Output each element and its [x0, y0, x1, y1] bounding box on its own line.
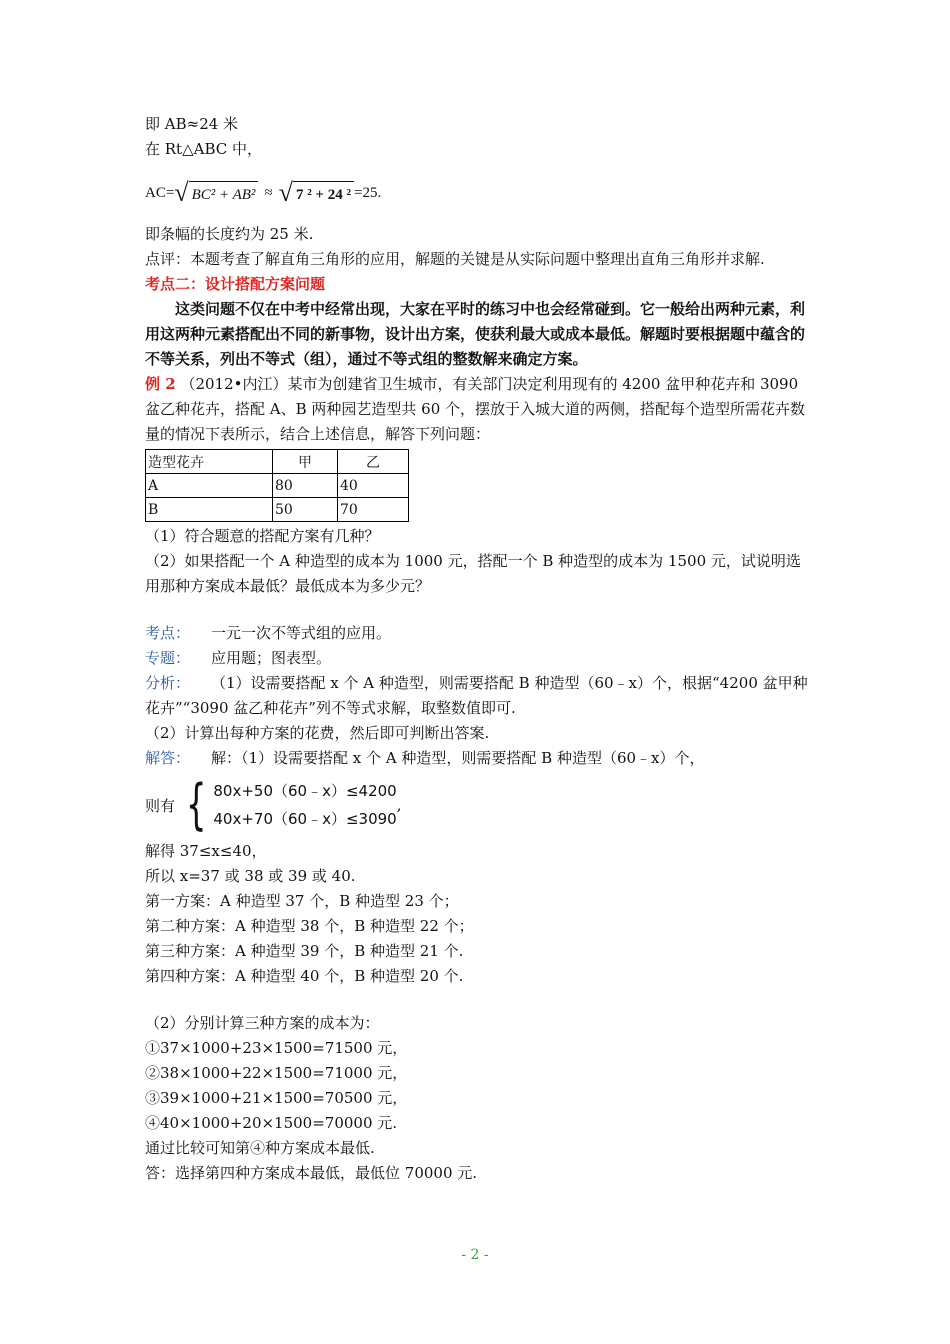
table-cell: B: [146, 498, 273, 522]
page-number: - 2 -: [461, 1247, 489, 1263]
document-page: [145, 112, 813, 1186]
example-label: 例 2: [145, 375, 176, 393]
system-lines: [213, 777, 396, 833]
jieda-text: 解：（1）设需要搭配 x 个 A 种造型，则需要搭配 B 种造型（60﹣x）个，: [211, 749, 705, 767]
fenxi-label: 分析：: [145, 674, 191, 692]
example-text: （2012•内江）某市为创建省卫生城市，有关部门决定利用现有的 4200 盆甲种花卉和 3090 盆乙种花卉，搭配 A、B 两种园艺造型共 60 个，摆放于入城大道的两侧，搭配每个造型所需花卉数量的情况下表所示，结合上述信息，解答下列问题：: [145, 375, 806, 443]
cost-line: ②38×1000+22×1500=71000 元，: [145, 1064, 408, 1082]
left-brace-icon: {: [185, 773, 207, 836]
answer-line: 答：选择第四种方案成本最低，最低位 70000 元.: [145, 1164, 478, 1182]
fenxi-paragraph: [145, 671, 813, 721]
table-cell: 70: [338, 498, 409, 522]
solution-line: 第四种方案：A 种造型 40 个，B 种造型 20 个.: [145, 967, 464, 985]
example-paragraph: [145, 372, 813, 447]
section-intro: 这类问题不仅在中考中经常出现，大家在平时的练习中也会经常碰到。它一般给出两种元素，利用这两种元素搭配出不同的新事物，设计出方案，使获利最大或成本最低。解题时要根据题中蕴含的不等关系，列出不等式（组），通过不等式组的整数解来确定方案。: [145, 300, 806, 368]
cost-line: ①37×1000+23×1500=71500 元，: [145, 1039, 408, 1057]
formula-suffix: =25.: [353, 184, 382, 201]
zhuanti-text: 应用题；图表型。: [211, 649, 332, 667]
sqrt-expression: [279, 178, 354, 208]
kaodian-label: 考点：: [145, 624, 191, 642]
inequality-system: [145, 773, 813, 836]
jieda-line: [145, 746, 813, 771]
table-header: 甲: [273, 450, 338, 474]
cost-line: 通过比较可知第④种方案成本最低.: [145, 1139, 375, 1157]
text-line: 在 Rt△ABC 中，: [145, 140, 263, 158]
system-suffix: ,: [396, 796, 402, 814]
radical-icon: √: [174, 178, 189, 207]
comment-paragraph: 点评：本题考查了解直角三角形的应用，解题的关键是从实际问题中整理出直角三角形并求解.: [145, 250, 765, 268]
table-row: [146, 498, 409, 522]
formula-prefix: AC=: [145, 184, 175, 201]
cost-line: ④40×1000+20×1500=70000 元.: [145, 1114, 398, 1132]
table-header: 乙: [338, 450, 409, 474]
table-cell: 50: [273, 498, 338, 522]
solution-line: 解得 37≤x≤40，: [145, 842, 267, 860]
zhuanti-line: [145, 646, 813, 671]
fenxi-text: （1）设需要搭配 x 个 A 种造型，则需要搭配 B 种造型（60﹣x）个，根据“4200 盆甲种花卉”“3090 盆乙种花卉”列不等式求解，取整数值即可.: [145, 674, 808, 717]
solution-line: 所以 x=37 或 38 或 39 或 40.: [145, 867, 356, 885]
ac-formula: [145, 170, 813, 216]
table-cell: 40: [338, 474, 409, 498]
question-2: （2）如果搭配一个 A 种造型的成本为 1000 元，搭配一个 B 种造型的成本为 1500 元，试说明选用那种方案成本最低？最低成本为多少元？: [145, 552, 801, 595]
sqrt-body: BC² + AB²: [189, 181, 259, 208]
section-heading: 考点二：设计搭配方案问题: [145, 275, 326, 293]
system-prefix: 则有: [145, 796, 176, 815]
inequality-2: 40x+70（60﹣x）≤3090: [213, 810, 397, 828]
text-line: 即 AB≈24 米: [145, 115, 239, 133]
approx-sign: ≈: [264, 184, 273, 201]
table-row: [146, 474, 409, 498]
fenxi-line-2: （2）计算出每种方案的花费，然后即可判断出答案.: [145, 724, 490, 742]
zhuanti-label: 专题：: [145, 649, 191, 667]
jieda-label: 解答：: [145, 749, 191, 767]
cost-line: ③39×1000+21×1500=70500 元，: [145, 1089, 408, 1107]
solution-line: 第二种方案：A 种造型 38 个，B 种造型 22 个；: [145, 917, 474, 935]
kaodian-line: [145, 621, 813, 646]
table-header: 造型花卉: [146, 450, 273, 474]
table-cell: 80: [273, 474, 338, 498]
flower-table: [145, 449, 409, 522]
radical-icon: √: [278, 178, 293, 207]
solution-line: 第三种方案：A 种造型 39 个，B 种造型 21 个.: [145, 942, 464, 960]
inequality-1: 80x+50（60﹣x）≤4200: [213, 782, 397, 800]
kaodian-text: 一元一次不等式组的应用。: [211, 624, 392, 642]
solution-line: 第一方案：A 种造型 37 个，B 种造型 23 个；: [145, 892, 459, 910]
table-header-row: [146, 450, 409, 474]
sqrt-body: 7 ² + 24 ²: [293, 181, 354, 208]
text-line: 即条幅的长度约为 25 米.: [145, 225, 314, 243]
sqrt-expression: [174, 178, 258, 208]
cost-line: （2）分别计算三种方案的成本为：: [145, 1014, 380, 1032]
table-cell: A: [146, 474, 273, 498]
question-1: （1）符合题意的搭配方案有几种？: [145, 527, 380, 545]
